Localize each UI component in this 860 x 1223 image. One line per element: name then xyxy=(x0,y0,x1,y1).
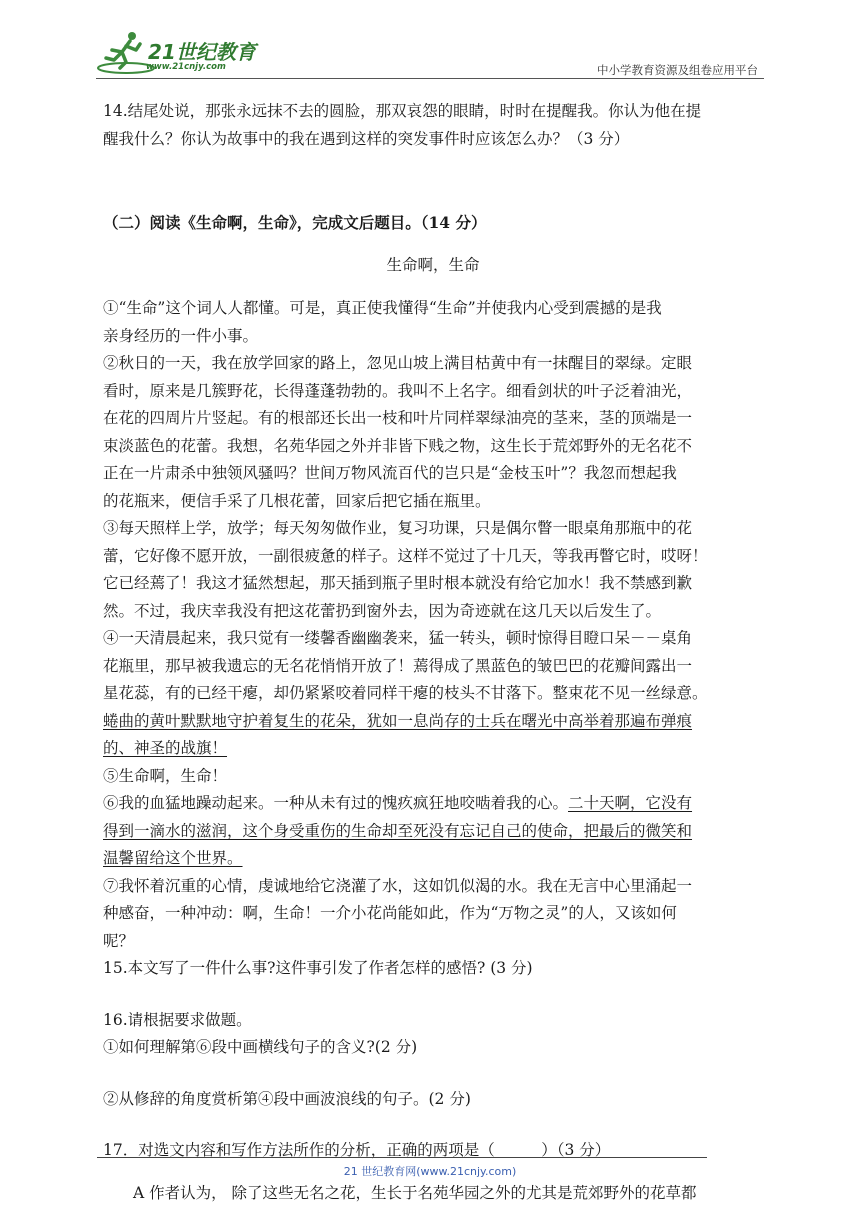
logo-url: www.21cnjy.com xyxy=(146,62,226,72)
paragraph-3 xyxy=(103,515,763,625)
question-15: 15.本文写了一件什么事?这件事引发了作者怎样的感悟? (3 分) xyxy=(103,959,533,977)
paragraph-text: ⑥我的血猛地躁动起来。一种从未有过的愧疚疯狂地咬啮着我的心。 xyxy=(103,794,569,812)
document-body xyxy=(103,98,763,1223)
paragraph-line: 的花瓶来，便信手采了几根花蕾，回家后把它插在瓶里。 xyxy=(103,491,491,510)
section-heading: （二）阅读《生命啊，生命》，完成文后题目。（14 分） xyxy=(103,213,487,232)
paragraph-line: 星花蕊，有的已经干瘪，却仍紧紧咬着同样干瘪的枝头不甘落下。整束花不见一丝绿意。 xyxy=(103,684,708,702)
q16-sub1: ①如何理解第⑥段中画横线句子的含义?(2 分) xyxy=(103,1038,418,1056)
logo-text: 21世纪教育 xyxy=(148,40,256,64)
paragraph-6 xyxy=(103,790,763,873)
q16-sub2: ②从修辞的角度赏析第④段中画波浪线的句子。(2 分) xyxy=(103,1089,471,1108)
q14-line: 14.结尾处说，那张永远抹不去的圆脸，那双哀怨的眼睛，时时在提醒我。你认为他在提 xyxy=(103,102,702,120)
underlined-sentence: 二十天啊，它没有 xyxy=(568,794,693,812)
underlined-sentence: 得到一滴水的滋润，这个身受重伤的生命却至死没有忘记自己的使命，把最后的微笑和 xyxy=(103,821,693,840)
q16-stem: 16.请根据要求做题。 xyxy=(103,1010,252,1029)
paragraph-line: 然。不过，我庆幸我没有把这花蕾扔到窗外去，因为奇迹就在这几天以后发生了。 xyxy=(103,601,662,620)
paragraph-line: 种感奋，一种冲动：啊，生命！一介小花尚能如此，作为“万物之灵”的人，又该如何 xyxy=(103,904,677,922)
paragraph-line: ③每天照样上学，放学；每天匆匆做作业，复习功课，只是偶尔瞥一眼桌角那瓶中的花 xyxy=(103,519,693,537)
q14-line: 醒我什么？你认为故事中的我在遇到这样的突发事件时应该怎么办？（3 分） xyxy=(103,129,630,148)
paragraph-line: ①“生命”这个词人人都懂。可是，真正使我懂得“生命”并使我内心受到震撼的是我 xyxy=(103,299,662,317)
footer-divider xyxy=(97,1157,707,1158)
site-logo xyxy=(96,28,266,76)
footer-link[interactable]: 21 世纪教育网(www.21cnjy.com) xyxy=(343,1165,517,1178)
paragraph-line: ⑦我怀着沉重的心情，虔诚地给它浇灌了水，这如饥似渴的水。我在无言中心里涌起一 xyxy=(103,876,693,895)
q17-stem: 17．对选文内容和写作方法所作的分析，正确的两项是（ ）（3 分） xyxy=(103,1141,611,1159)
wavy-underlined-sentence: 蜷曲的黄叶默默地守护着复生的花朵，犹如一息尚存的士兵在曙光中高举着那遍布弹痕 xyxy=(103,711,693,730)
page-header xyxy=(96,28,764,80)
paragraph-line: 在花的四周片片竖起。有的根部还长出一枝和叶片同样翠绿油亮的茎来，茎的顶端是一 xyxy=(103,409,693,427)
article-title: 生命啊，生命 xyxy=(386,256,480,274)
paragraph-line: 呢？ xyxy=(103,931,135,950)
q17-option-a: A 作者认为， 除了这些无名之花，生长于名苑华园之外的尤其是荒郊野外的花草都 xyxy=(133,1184,697,1202)
paragraph-line: ④一天清晨起来，我只觉有一缕馨香幽幽袭来，猛一转头，顿时惊得目瞪口呆－－桌角 xyxy=(103,629,693,647)
paragraph-4 xyxy=(103,625,763,763)
paragraph-2 xyxy=(103,350,763,515)
underlined-sentence: 温馨留给这个世界。 xyxy=(103,849,243,867)
paragraph-line: 看时，原来是几簇野花，长得蓬蓬勃勃的。我叫不上名字。细看剑状的叶子泛着油光， xyxy=(103,381,693,400)
paragraph-1 xyxy=(103,295,763,350)
question-14 xyxy=(103,98,763,153)
header-divider xyxy=(96,78,764,79)
paragraph-line: 花瓶里，那早被我遗忘的无名花悄悄开放了！蔫得成了黑蓝色的皱巴巴的花瓣间露出一 xyxy=(103,656,693,675)
paragraph-line: ②秋日的一天，我在放学回家的路上，忽见山坡上满目枯黄中有一抹醒目的翠绿。定眼 xyxy=(103,354,693,372)
paragraph-line: 蕾，它好像不愿开放，一副很疲惫的样子。这样不觉过了十几天，等我再瞥它时，哎呀！ xyxy=(103,546,708,565)
wavy-underlined-sentence: 的、神圣的战旗！ xyxy=(103,739,228,757)
paragraph-5: ⑤生命啊，生命！ xyxy=(103,766,228,785)
platform-name: 中小学教育资源及组卷应用平台 xyxy=(597,63,758,77)
paragraph-line: 它已经蔫了！我这才猛然想起，那天插到瓶子里时根本就没有给它加水！我不禁感到歉 xyxy=(103,574,693,592)
paragraph-line xyxy=(103,790,763,818)
question-16 xyxy=(103,1007,763,1114)
paragraph-line: 束淡蓝色的花蕾。我想，名苑华园之外并非皆下贱之物，这生长于荒郊野外的无名花不 xyxy=(103,436,693,455)
paragraph-line: 正在一片肃杀中独领风骚吗？世间万物风流百代的岂只是“金枝玉叶”？我忽而想起我 xyxy=(103,464,677,482)
paragraph-line: 亲身经历的一件小事。 xyxy=(103,326,259,345)
paragraph-7 xyxy=(103,873,763,956)
